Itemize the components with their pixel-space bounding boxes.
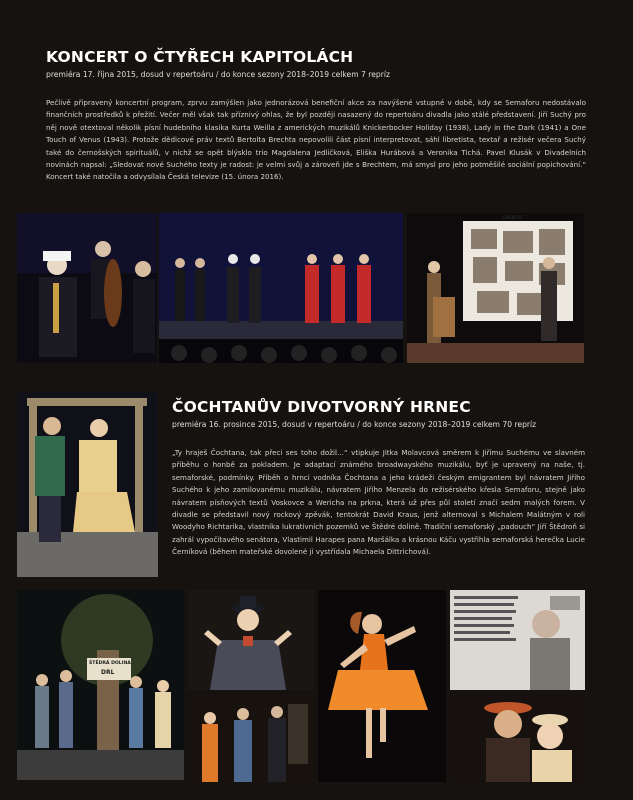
- section2-title: ČOCHTANŮV DIVOTVORNÝ HRNEC: [172, 398, 471, 416]
- photo-cochtan-actress-hat: [188, 590, 314, 690]
- photo-cochtan-closeup: [450, 694, 585, 782]
- section2-body-text: „Ty hraješ Čochtana, tak přeci ses toho dožil…“ vtipkuje Jitka Molavcová směrem k Jiřímu Suchému ve slavném příběhu o honbě za pokladem. Je adaptací známého broadwayského muzikálu, byť je upravený na naše, tj. semaforské, podmínky. Příběh o hrnci vodníka Čochtana a jeho krádeži českým emigrantem byl návratem Jiřího Suchého k jeho zamilovanému muzikálu, návratem Jiřího Menzela do režisérského křesla Semaforu, stejně jako návratem písňových textů Voskovce a Wericha na prkna, která už přes půl století značí sedm malých forem. V divadle se představil nový rockový zpěvák, tentokrát David Kraus, jenž alternoval s Michalem Malátným v roli Woodyho Richtarika, vlastníka lukrativních pozemků ve Štědré dolině. Tradiční semaforský „padouch“ Jiří Štědroň si zahrál vypočítavého senátora, Vlastimil Harapes pana Maršálka a krásnou Káču vystřihla semaforská herečka Lucie Černíková (během mateřské dovolené ji vystřídala Michaela Dittrichová).: [172, 448, 585, 557]
- section2-subtitle: premiéra 16. prosince 2015, dosud v repertoáru / do konce sezony 2018–2019 celkem 70 repríz: [172, 420, 537, 429]
- valley-sign-text: ŠTĚDRÁ DOLINA: [89, 661, 131, 666]
- photo-cochtan-newspaper: [450, 590, 585, 690]
- section1-body: [46, 97, 586, 184]
- section1-subtitle: premiéra 17. října 2015, dosud v repertoáru / do konce sezony 2018–2019 celkem 7 repríz: [46, 70, 390, 79]
- section1-body-text: Pečlivě připravený koncertní program, zprvu zamýšlen jako jednorázová benefiční akce za navýšené vstupné v době, kdy se Semaforu nedostávalo finančních prostředků k přežití. Večer měl však tak příznivý ohlas, že byl později nasazený do repertoáru divadla jako stálé představení. Jiří Suchý pro něj nově otextoval několik písní hudebního klasika Kurta Weilla z amerických muzikálů Knickerbocker Holiday (1938), Lady in the Dark (1941) a One Touch of Venus (1943). Protože dědicové práv textů Bertolta Brechta nepovolili část písní interpretovat, sáhl libretista, textař a režisér večera Suchý také do černošských spirituálů, v nichž se opět blýsklo trio Magdalena Jedličková, Eliška Hurábová a Veronika Tichá. Pavel Klusák v Divadelních novinách napsal: „Sledovat nové Suchého texty je radost: je velmi svůj a zároveň jde s Brechtem, má smysl pro jeho potměšilé sociální popichování.“ Koncert také natočila a odvysílala Česká televize (15. února 2016).: [46, 98, 586, 182]
- section1-title: KONCERT O ČTYŘECH KAPITOLÁCH: [46, 48, 354, 66]
- photo-cochtan-dancer: [318, 590, 446, 782]
- valley-sign-text-2: DRL: [101, 669, 115, 676]
- photo-cochtan-couple: [17, 392, 158, 577]
- photo-concert-stage: [159, 213, 403, 363]
- section2-body: [172, 447, 585, 559]
- photo-concert-saxophone: [17, 213, 157, 363]
- photo-cochtan-valley: [17, 590, 184, 780]
- photo-cochtan-trio: [188, 694, 314, 782]
- photo-concert-photowall: [407, 213, 584, 363]
- photo-wall-sign-text: GARRETS: [503, 215, 522, 220]
